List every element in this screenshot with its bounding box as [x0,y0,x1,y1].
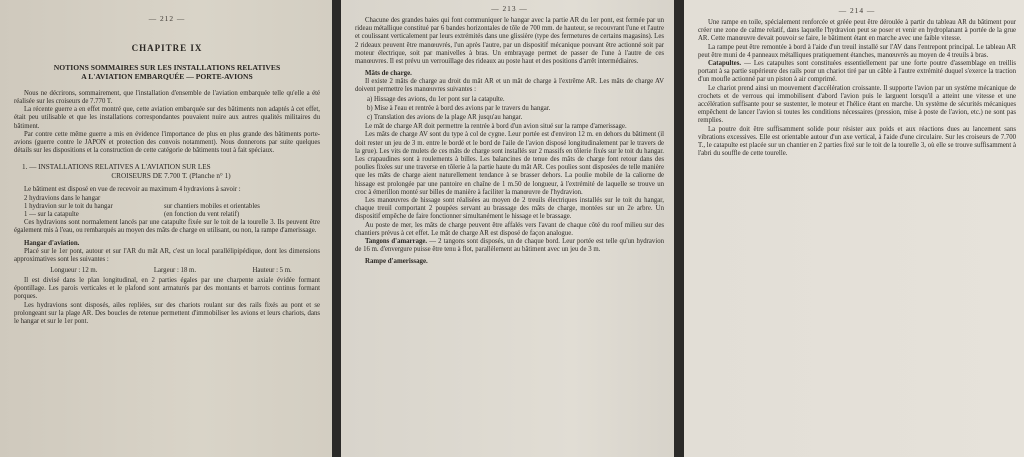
section-heading-line: CROISEURS DE 7.700 T. (Planche n° 1) [111,172,231,181]
paragraph: La poutre doit être suffisamment solide pour résister aux poids et aux réactions dues au lancement sans vibrations excessives. Elle est orientable autour d'un axe vertical, à l'aide d'une circulaire. Sur les croiseurs de 7.700 T., le catapulte est placée sur un chantier en 2 parties fixé sur le toit de la tourelle 3, où elle se trouve suffisamment à l'abri du souffle de cette tourelle. [698,125,1016,158]
page-gap [674,0,684,457]
dimensions-row [14,266,320,275]
page-213 [341,0,674,457]
chapter-title-line: NOTIONS SOMMAIRES SUR LES INSTALLATIONS RELATIVES [53,63,281,72]
paragraph: Placé sur le 1er pont, autour et sur l'AR du mât AR, c'est un local parallélipipédique, dont les dimensions approximatives sont les suivantes : [14,247,320,263]
paragraph: Les mâts de charge AV sont du type à col de cygne. Leur portée est d'environ 12 m. en dehors du bâtiment (il doit rester un jeu de 3 m. entre le bordé et le bord de l'aile de l'avion disposé longitudinalement par le travers de la grue). Les vits de mulets de ces mâts de charge sont installés sur 2 massifs en tôlerie fixés sur le toit du hangar. Les crapaudines sont à roulements à billes. Les balancines de tenue des mâts de charge font retour dans des poulies fixées sur une traverse en tôlerie à la partie haute du mât AR. Ces poulies sont disposées de telle manière que les mâts de charge aient naturellement tendance à se brasser dehors. La poulie mobile de la caliorne de hissage est prolongée par une pantoire en chaîne de 1 m.50 de longueur, à l'extrémité de laquelle se trouve un croc à émerillon monté sur billes de manière à faciliter la manœuvre de l'hydravion. [355,131,664,196]
list-item: b) Mise à l'eau et rentrée à bord des avions par le travers du hangar. [367,104,551,112]
subheading: Rampe d'amerissage. [365,258,428,266]
paragraph: Chacune des grandes baies qui font communiquer le hangar avec la partie AR du 1er pont, est fermée par un rideau métallique constitué par 6 bandes horizontales de tôle de 700 mm. de hauteur, se recouvrant l'une et l'autre et coulissant verticalement par leurs extrémités dans une glissière (type des fermetures de certains magasins). Les 2 rideaux peuvent être manœuvrés, l'un après l'autre, par un dispositif mécanique pouvant être actionné soit par moteur électrique, soit par manivelles à bras. Un embrayage permet de passer de l'une à l'autre de ces manœuvres. Il est prévu un verrouillage des rideaux au poste haut et des positions d'arrêt intermédiaires. [355,17,664,66]
paragraph: Les manœuvres de hissage sont réalisées au moyen de 2 treuils électriques installés sur le toit du hangar, chaque treuil comportant 2 poupées servant au brassage des mâts de charge, montées sur un 2e arbre. Un dispositif empêche de faire fonctionner simultanément le hissage et le brassage. [355,197,664,221]
section-heading-line: 1. — INSTALLATIONS RELATIVES A L'AVIATION SUR LES [22,163,211,172]
subheading: Mâts de charge. [365,70,412,78]
list-item: a) Hissage des avions, du 1er pont sur la catapulte. [367,95,505,103]
paragraph: Le chariot prend ainsi un mouvement d'accélération croissante. Il supporte l'avion par un système mécanique de crochets et de verrous qui immobilisent d'abord l'avion puis le larguent lorsqu'il a atteint une vitesse et une accélération suffisante pour se sustenter, le moteur et l'hélice étant en marche. Un système de sécurités mécaniques empêchent de lancer l'avion si toutes les conditions nécessaires (pression, mise à poste de l'avion, etc.) ne sont pas remplies. [698,84,1016,125]
paragraph: La récente guerre a en effet montré que, cette aviation embarquée sur des bâtiments non adaptés à cet effet, était peu utilisable et que les installations correspondantes pouvaient nuire aux autres qualités militaires du bâtiment. [14,106,320,130]
paragraph [698,60,1016,85]
page-212 [0,0,332,457]
paragraph: Les hydravions sont disposés, ailes repliées, sur des chariots roulant sur des rails fixés au pont et se prolongeant sur la plage AR. Des boucles de retenue permettent d'immobiliser les avions et leurs chariots, dans le hangar et sur le 1er pont. [14,301,320,326]
paragraph: Le mât de charge AR doit permettre la rentrée à bord d'un avion situé sur la rampe d'amerissage. [365,123,627,131]
capacity-row [14,195,320,203]
paragraph: Il existe 2 mâts de charge au droit du mât AR et un mât de charge à l'extrême AR. Les mâts de charge AV doivent permettre les manœuvres suivantes : [355,78,664,94]
paragraph: Ces hydravions sont normalement lancés par une catapulte fixée sur le toit de la tourelle 3. Ils peuvent être également mis à l'eau, ou rembarqués au moyen des mâts de charge en utilisant, ou non, la rampe d'amerissage. [14,219,320,235]
paragraph: Nous ne décrirons, sommairement, que l'installation d'ensemble de l'aviation embarquée telle qu'elle a été réalisée sur les croiseurs de 7.770 T. [14,89,320,106]
paragraph: Le bâtiment est disposé en vue de recevoir au maximum 4 hydravions à savoir : [24,186,241,194]
page-number: — 212 — [148,14,186,23]
paragraph: Une rampe en toile, spécialement renforcée et gréée peut être déroulée à partir du tableau AR du bâtiment pour créer une zone de calme relatif, dans laquelle l'hydravion peut se poser et venir en hydroplanant à portée de la grue AR. Cette manœuvre devait pouvoir se faire, le bâtiment étant en marche avec une faible vitesse. [698,19,1016,43]
dimension-length: Longueur : 12 m. [50,267,98,275]
page-gap [332,0,341,457]
chapter-title [14,63,320,82]
capacity-item: 2 hydravions dans le hangar [24,194,101,202]
list-item: c) Translation des avions de la plage AR jusqu'au hangar. [367,114,523,122]
capacity-note: (en fonction du vent relatif) [164,211,240,219]
paragraph-text: — Les catapultes sont constituées essentiellement par une forte poutre d'assemblage en treillis portant à sa partie supérieure des rails pour un chariot tiré par un câble à l'autre extrémité duquel s'exerce la traction d'un moufle actionné par un piston à air comprimé. [698,60,1017,84]
chapter-heading: CHAPITRE IX [131,43,203,53]
paragraph: Il est divisé dans le plan longitudinal, en 2 parties égales par une charpente axiale évidée formant épontillage. Les parois verticales et le plafond sont armaturés par des montants et barrots continus formant porques. [14,277,320,301]
dimension-height: Hauteur : 5 m. [252,267,292,275]
inline-heading: Tangons d'amarrage. [365,238,428,246]
page-214 [684,0,1024,457]
chapter-title-line: A L'AVIATION EMBARQUÉE — PORTE-AVIONS [81,72,253,82]
page-number: — 214 — [838,6,876,15]
capacity-item: 1 — sur la catapulte [24,211,79,219]
capacity-item: 1 hydravion sur le toit du hangar [24,202,113,210]
paragraph: La rampe peut être remontée à bord à l'aide d'un treuil installé sur l'AV dans l'entrepont principal. Le tableau AR peut être muni de 4 panneaux métalliques pratiquement étanches, manœuvrés au moyen de 4 treuils à bras. [698,43,1016,59]
capacity-note: sur chantiers mobiles et orientables [164,202,260,210]
paragraph: Au poste de mer, les mâts de charge peuvent être affalés vers l'avant de chaque côté du roof milieu sur des chantiers prévus à cet effet. Le mât de charge AR est disposé de façon analogue. [355,221,664,237]
capacity-row [14,211,320,219]
paragraph: Par contre cette même guerre a mis en évidence l'importance de plus en plus grande des bâtiments porte-avions (guerre contre le JAPON et protection des convois notamment). Nous donnerons par suite quelques détails sur les dispositions et la construction de cette catégorie de bâtiments tout à fait spéciaux. [14,130,320,155]
paragraph [355,238,664,254]
paragraph-text: — 2 tangons sont disposés, un de chaque bord. Leur portée est telle qu'un hydravion de 16 m. d'envergure puisse être tenu à flot, parallèlement au bâtiment avec un jeu de 3 m. [355,238,665,254]
dimension-width: Largeur : 18 m. [153,267,197,275]
inline-heading: Catapultes. [708,60,742,68]
section-heading [22,163,320,181]
subheading: Hangar d'aviation. [24,239,80,247]
capacity-row [14,203,320,211]
page-number: — 213 — [491,4,528,13]
